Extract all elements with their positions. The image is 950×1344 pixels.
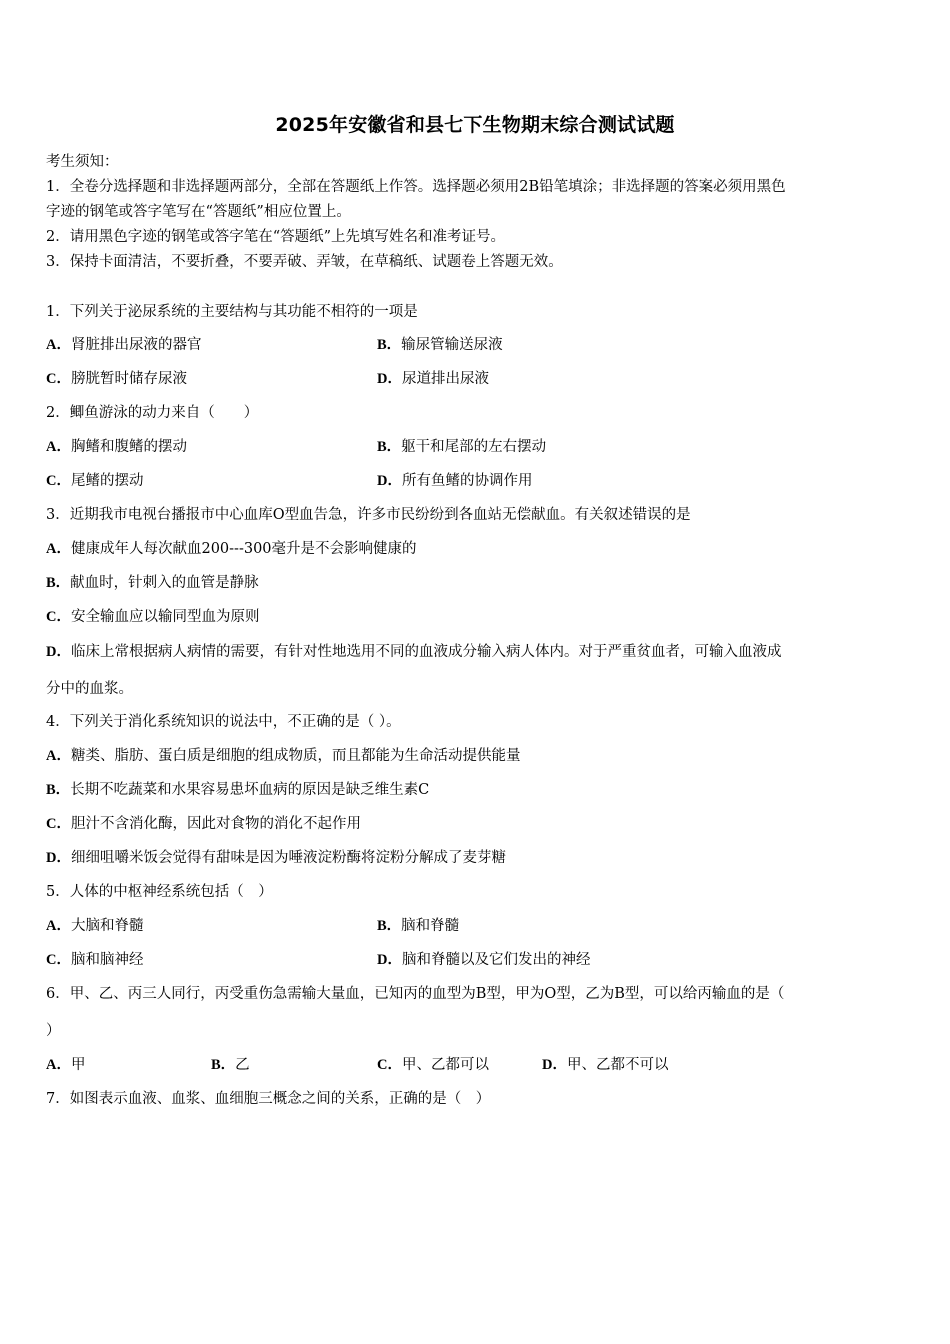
question-4-stem: 4．下列关于消化系统知识的说法中，不正确的是（ ）。 [46,714,401,730]
q2-option-c [46,471,143,491]
option-label: A． [46,1057,71,1073]
option-text: 输尿管输送尿液 [401,337,503,353]
question-7-stem: 7．如图表示血液、血浆、血细胞三概念之间的关系，正确的是（ ） [46,1091,491,1107]
q6-option-b [211,1055,250,1075]
option-text: 长期不吃蔬菜和水果容易患坏血病的原因是缺乏维生素C [70,782,430,798]
q6-option-a [46,1055,85,1075]
question-3-stem: 3．近期我市电视台播报市中心血库O型血告急，许多市民纷纷到各血站无偿献血。有关叙述错误的是 [46,507,691,523]
q6-option-c [377,1055,489,1075]
option-label: B． [377,439,402,455]
q2-option-b [377,437,546,457]
option-text: 甲、乙都可以 [401,1057,489,1073]
q5-option-c [46,950,143,970]
q5-option-a [46,916,143,936]
q4-option-d [46,848,506,868]
q3-option-a [46,539,417,559]
q1-option-a [46,335,201,355]
option-text: 分中的血浆。 [46,681,133,697]
notice-item-2: 2．请用黑色字迹的钢笔或答字笔在“答题纸”上先填写姓名和准考证号。 [46,229,506,245]
notice-heading: 考生须知： [46,154,119,170]
option-text: 细细咀嚼米饭会觉得有甜味是因为唾液淀粉酶将淀粉分解成了麦芽糖 [70,850,506,866]
option-text: 糖类、脂肪、蛋白质是细胞的组成物质，而且都能为生命活动提供能量 [70,748,521,764]
option-text: 胆汁不含消化酶，因此对食物的消化不起作用 [70,816,361,832]
option-label: C． [46,473,71,489]
option-text: 所有鱼鳍的协调作用 [401,473,533,489]
option-label: D． [377,473,402,489]
option-text: 甲 [70,1057,86,1073]
option-text: 肾脏排出尿液的器官 [70,337,202,353]
page-title: 2025年安徽省和县七下生物期末综合测试试题 [275,114,675,136]
option-text: 健康成年人每次献血200---300毫升是不会影响健康的 [70,541,417,557]
notice-item-1-cont: 字迹的钢笔或答字笔写在“答题纸”相应位置上。 [46,204,351,220]
option-text: 安全输血应以输同型血为原则 [70,609,260,625]
question-6-stem-cont: ） [46,1023,61,1039]
option-text: 脑和脑神经 [70,952,144,968]
option-label: D． [377,952,402,968]
option-label: A． [46,337,71,353]
question-1-stem: 1．下列关于泌尿系统的主要结构与其功能不相符的一项是 [46,304,418,320]
q3-option-b [46,573,259,593]
q4-option-a [46,746,520,766]
option-label: A． [46,748,71,764]
q3-option-d [46,642,781,662]
option-label: D． [46,644,71,660]
question-2-stem: 2．鲫鱼游泳的动力来自（ ） [46,405,259,421]
option-label: A． [46,439,71,455]
option-text: 胸鳍和腹鳍的摆动 [70,439,187,455]
option-label: B． [377,918,402,934]
q3-option-d-cont [46,679,133,699]
q4-option-b [46,780,429,800]
option-text: 脑和脊髓以及它们发出的神经 [401,952,591,968]
option-text: 甲、乙都不可以 [566,1057,669,1073]
option-text: 大脑和脊髓 [70,918,144,934]
notice-item-3: 3．保持卡面清洁，不要折叠，不要弄破、弄皱，在草稿纸、试题卷上答题无效。 [46,254,563,270]
option-text: 脑和脊髓 [401,918,460,934]
option-text: 躯干和尾部的左右摆动 [401,439,547,455]
option-text: 膀胱暂时储存尿液 [70,371,187,387]
option-label: A． [46,918,71,934]
option-text: 尾鳍的摆动 [70,473,144,489]
question-6-stem: 6．甲、乙、丙三人同行，丙受重伤急需输大量血，已知丙的血型为B型，甲为O型，乙为B型，可以给丙输血的是（ [46,986,785,1002]
option-label: C． [377,1057,402,1073]
option-label: A． [46,541,71,557]
option-label: C． [46,371,71,387]
option-text: 献血时，针刺入的血管是静脉 [70,575,259,591]
option-label: B． [46,575,71,591]
q1-option-d [377,369,489,389]
q3-option-c [46,607,259,627]
notice-item-1: 1．全卷分选择题和非选择题两部分，全部在答题纸上作答。选择题必须用2B铅笔填涂；非选择题的答案必须用黑色 [46,179,786,195]
option-label: D． [542,1057,567,1073]
q5-option-b [377,916,459,936]
option-label: B． [211,1057,236,1073]
option-text: 尿道排出尿液 [401,371,489,387]
q1-option-c [46,369,187,389]
option-label: C． [46,609,71,625]
q6-option-d [542,1055,668,1075]
q2-option-d [377,471,532,491]
option-label: C． [46,816,71,832]
q1-option-b [377,335,503,355]
option-label: B． [377,337,402,353]
q2-option-a [46,437,187,457]
option-label: D． [377,371,402,387]
q4-option-c [46,814,361,834]
option-label: D． [46,850,71,866]
option-text: 临床上常根据病人病情的需要，有针对性地选用不同的血液成分输入病人体内。对于严重贫血者，可输入血液成 [70,644,782,660]
option-label: C． [46,952,71,968]
option-label: B． [46,782,71,798]
q5-option-d [377,950,590,970]
option-text: 乙 [235,1057,250,1073]
question-5-stem: 5．人体的中枢神经系统包括（ ） [46,884,273,900]
